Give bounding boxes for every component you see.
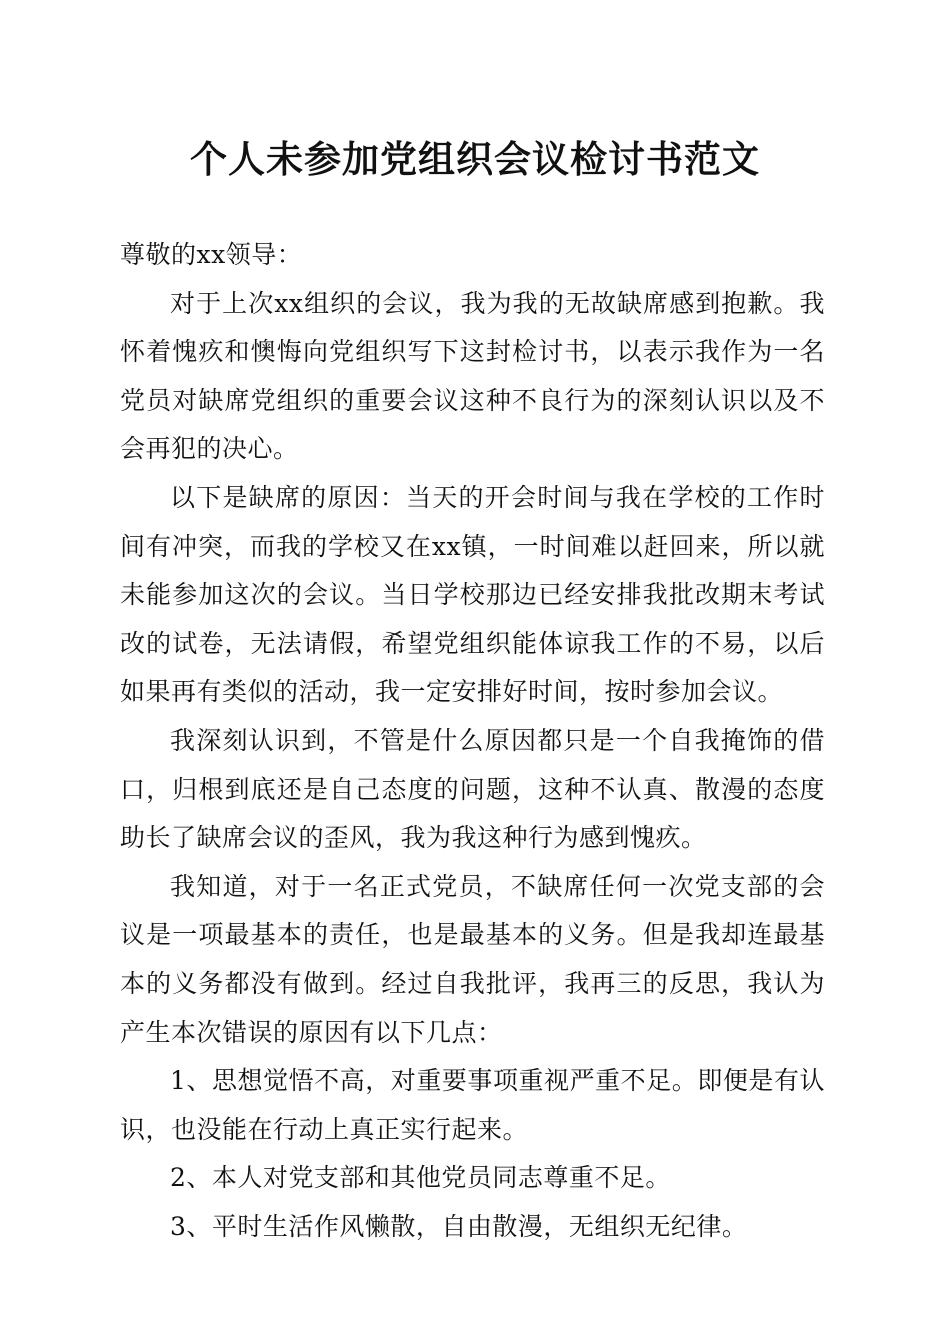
paragraph-apology: 对于上次xx组织的会议，我为我的无故缺席感到抱歉。我怀着愧疚和懊悔向党组织写下这封检讨书，以表示我作为一名党员对缺席党组织的重要会议这种不良行为的深刻认识以及不会再犯的决心。 [120,288,825,464]
document-title: 个人未参加党组织会议检讨书范文 [190,137,760,181]
list-item-3: 3、平时生活作风懒散，自由散漫，无组织无纪律。 [170,1211,748,1241]
paragraph-reflection: 我深刻认识到，不管是什么原因都只是一个自我掩饰的借口，归根到底还是自己态度的问题，这种不认真、散漫的态度助长了缺席会议的歪风，我为我这种行为感到愧疚。 [120,725,825,853]
list-item-1: 1、思想觉悟不高，对重要事项重视严重不足。即便是有认识，也没能在行动上真正实行起来。 [120,1066,825,1144]
salutation: 尊敬的xx领导： [120,240,303,269]
paragraph-reason: 以下是缺席的原因：当天的开会时间与我在学校的工作时间有冲突，而我的学校又在xx镇，一时间难以赶回来，所以就未能参加这次的会议。当日学校那边已经安排我批改期末考试改的试卷，无法请假，希望党组织能体谅我工作的不易，以后如果再有类似的活动，我一定安排好时间，按时参加会议。 [120,482,825,707]
document-body [120,231,825,1251]
paragraph-responsibility: 我知道，对于一名正式党员，不缺席任何一次党支部的会议是一项最基本的责任，也是最基本的义务。但是我却连最基本的义务都没有做到。经过自我批评，我再三的反思，我认为产生本次错误的原因有以下几点： [120,871,825,1047]
list-item-2: 2、本人对党支部和其他党员同志尊重不足。 [170,1163,671,1193]
